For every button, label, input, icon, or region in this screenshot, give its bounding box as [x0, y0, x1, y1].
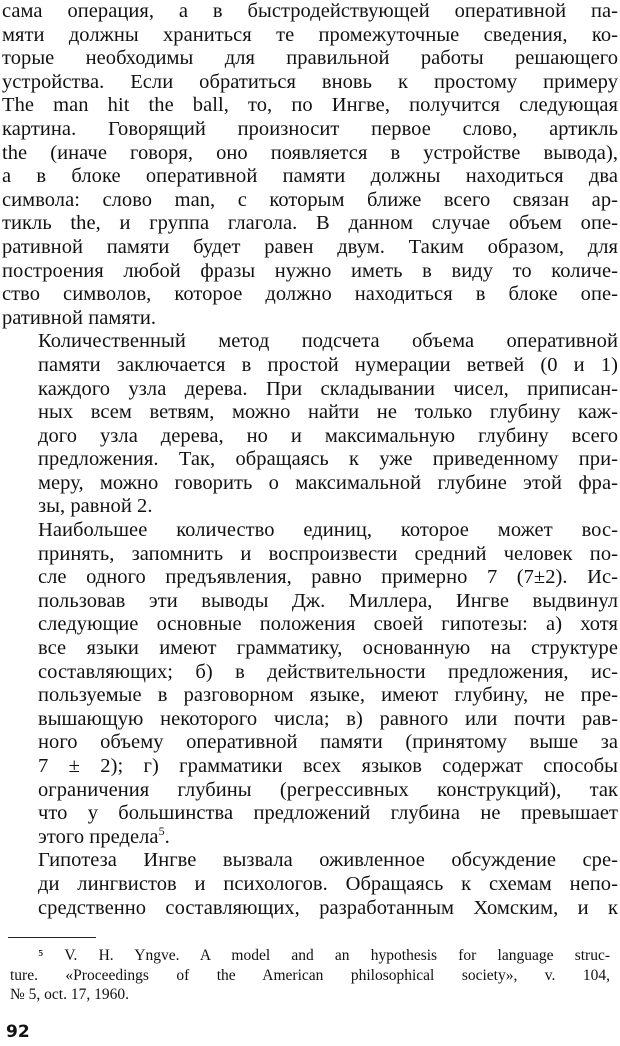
text-line: сле одного предъявления, равно примерно 7 (7±2). Ис- [38, 566, 618, 589]
text-line: тикль the, и группа глагола. В данном случае объем опе- [2, 212, 618, 235]
paragraph [2, 519, 618, 849]
paragraph [2, 330, 618, 519]
text-line: устройства. Если обратиться вновь к простому примеру [2, 70, 618, 93]
text-line: мяти должны храниться те промежуточные сведения, ко- [2, 23, 618, 46]
text-line: этого предела$^5$. [38, 823, 170, 848]
text-line: средственно составляющих, разработанным Хомским, и к [38, 896, 618, 919]
main-text [2, 0, 618, 920]
text-line: сама операция, а в быстродействующей оперативной па- [2, 0, 618, 22]
footnote [10, 946, 610, 1005]
text-line: ограничения глубины (регрессивных конструкций), так [38, 778, 618, 801]
text-line: пользуемые в разговорном языке, имеют глубину, не пре- [38, 684, 618, 707]
text-line: ративной памяти будет равен двум. Таким образом, для [2, 235, 618, 258]
text-line: составляющих; б) в действительности предложения, ис- [38, 660, 618, 683]
text-line: зы, равной 2. [38, 495, 153, 518]
paragraph [2, 0, 618, 330]
text-line: ного объему оперативной памяти (принятому выше за [38, 731, 618, 754]
text-line: каждого узла дерева. При складывании чисел, приписан- [38, 377, 618, 400]
text-line: все языки имеют грамматику, основанную на структуре [38, 637, 618, 660]
text-line: а в блоке оперативной памяти должны находиться два [2, 165, 618, 188]
text-line: следующие основные положения своей гипотезы: а) хотя [38, 613, 618, 636]
text-line: ных всем ветвям, можно найти не только глубину каж- [38, 401, 618, 424]
footnote-divider [8, 937, 96, 938]
text-line: дого узла дерева, но и максимальную глубину всего [38, 424, 618, 447]
text-line: памяти заключается в простой нумерации ветвей (0 и 1) [38, 353, 618, 376]
text-line: ди лингвистов и психологов. Обращаясь к схемам непо- [38, 872, 618, 895]
text-line: меру, можно говорить о максимальной глубине этой фра- [38, 471, 618, 494]
text-line: построения любой фразы нужно иметь в виду то количе- [2, 259, 618, 282]
text-line: принять, запомнить и воспроизвести средний человек по- [38, 542, 618, 565]
text-line: символа: слово man, с которым ближе всего связан ар- [2, 188, 618, 211]
text-line: Наибольшее количество единиц, которое может вос- [38, 519, 618, 542]
text-line: торые необходимы для правильной работы решающего [2, 47, 618, 70]
text-line: предложения. Так, обращаясь к уже приведенному при- [38, 448, 618, 471]
text-line: ративной памяти. [2, 306, 157, 329]
footnote-line: ture. «Proceedings of the American philosophical society», v. 104, [10, 966, 610, 984]
paragraph [2, 849, 618, 920]
text-line: ство символов, которое должно находиться в блоке опе- [2, 283, 618, 306]
text-line: вышающую некоторого числа; в) равного или почти рав- [38, 707, 618, 730]
text-line: Количественный метод подсчета объема оперативной [38, 330, 618, 353]
text-line: 7 ± 2); г) грамматики всех языков содержат способы [38, 755, 618, 777]
page-number: 92 [6, 1022, 30, 1042]
text-line: картина. Говорящий произносит первое слово, артикль [2, 117, 618, 140]
text-line: the (иначе говоря, оно появляется в устройстве вывода), [2, 141, 618, 164]
text-line: пользовав эти выводы Дж. Миллера, Ингве выдвинул [38, 589, 618, 612]
footnote-reference[interactable]: 5 [158, 823, 165, 838]
text-line: Гипотеза Ингве вызвала оживленное обсуждение сре- [38, 849, 618, 872]
footnote-line: № 5, oct. 17, 1960. [10, 986, 129, 1003]
text-line: что у большинства предложений глубина не превышает [38, 802, 618, 825]
text-line: The man hit the ball, то, по Ингве, получится следующая [2, 94, 618, 117]
footnote-line: ⁵ V. H. Yngve. A model and an hypothesis for language struc- [38, 947, 610, 964]
